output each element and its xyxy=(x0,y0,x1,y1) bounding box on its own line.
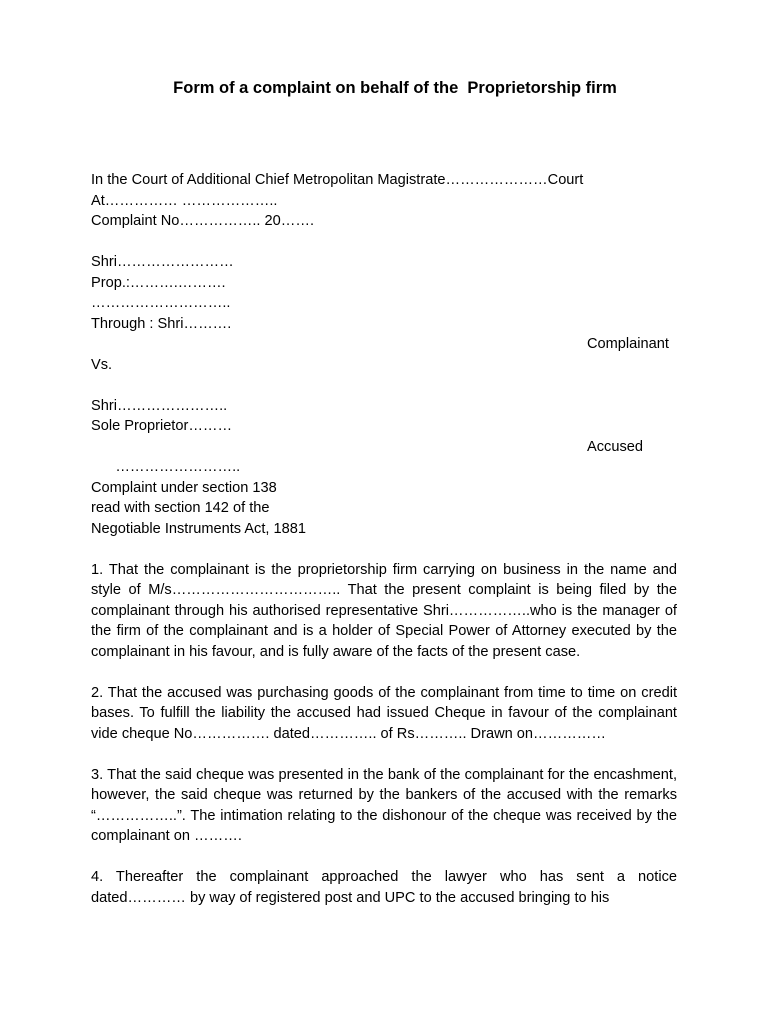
complainant-label: Complainant xyxy=(587,336,669,352)
paragraph-4: 4. Thereafter the complainant approached the lawyer who has sent a notice dated………… by way of registered post and UPC to the accused bringing to his xyxy=(91,869,677,906)
versus-line: Vs. xyxy=(91,356,113,373)
court-location-line: At…………… ……………….. xyxy=(91,192,278,209)
document-title: Form of a complaint on behalf of the Proprietorship firm xyxy=(173,79,617,97)
complainant-label-row xyxy=(91,334,677,355)
complaint-number-line: Complaint No…………….. 20……. xyxy=(91,213,315,229)
accused-address-line: …………………….. xyxy=(115,459,241,475)
subject-line-2: read with section 142 of the xyxy=(91,500,270,516)
paragraph-2: 2. That the accused was purchasing goods of the complainant from time to time on credit bases. To fulfill the liability the accused had issued Cheque in favour of the complainant vide cheque No……………. dated………….. of Rs……….. Drawn on…………… xyxy=(91,684,677,742)
paragraph-1: 1. That the complainant is the proprietorship firm carrying on business in the name and style of M/s…………………………….. That the present complaint is being filed by the complainant through his authorised representative Shri……………..who is the manager of the firm of the complainant and is a holder of Special Power of Attorney executed by the complainant in his favour, and is fully aware of the facts of the present case. xyxy=(91,561,677,660)
accused-proprietor-line: Sole Proprietor……… xyxy=(91,418,233,434)
document-body xyxy=(91,170,677,908)
complainant-name-line: Shri…………………… xyxy=(91,254,234,270)
subject-line-1: Complaint under section 138 xyxy=(91,479,277,496)
complainant-through-line: Through : Shri………. xyxy=(91,315,232,332)
accused-address-row xyxy=(91,437,677,475)
complainant-address-line: ……………………….. xyxy=(91,295,231,311)
paragraph-3: 3. That the said cheque was presented in the bank of the complainant for the encashment, however, the said cheque was returned by the bankers of the accused with the remarks “……………..”. The intimation relating to the dishonour of the cheque was received by the complainant on ………. xyxy=(91,766,677,844)
subject-line-3: Negotiable Instruments Act, 1881 xyxy=(91,520,306,537)
court-line: In the Court of Additional Chief Metropolitan Magistrate…………………Court xyxy=(91,172,584,188)
accused-name-line: Shri………………….. xyxy=(91,397,228,414)
complainant-prop-line: Prop.:……….………. xyxy=(91,274,226,291)
accused-label: Accused xyxy=(587,438,643,455)
